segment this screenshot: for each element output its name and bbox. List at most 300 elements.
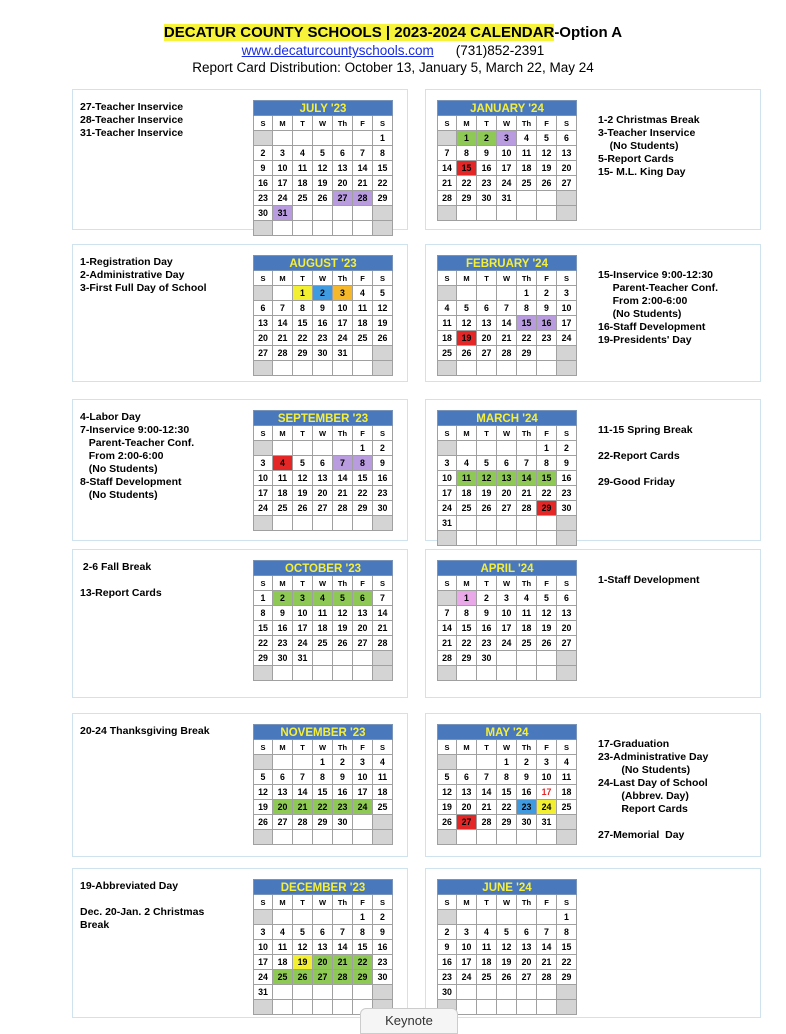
day-cell: 26 — [437, 815, 457, 830]
day-cell: 13 — [333, 161, 353, 176]
day-cell: 8 — [373, 146, 393, 161]
day-cell: 25 — [517, 176, 537, 191]
day-cell: 22 — [353, 955, 373, 970]
day-cell: 16 — [437, 955, 457, 970]
empty-cell — [557, 985, 577, 1000]
empty-cell — [477, 516, 497, 531]
month-notes: 11-15 Spring Break 22-Report Cards 29-Good Friday — [598, 424, 693, 488]
day-cell: 17 — [497, 161, 517, 176]
day-cell: 2 — [537, 286, 557, 301]
day-grid — [253, 740, 393, 845]
day-cell: 18 — [353, 316, 373, 331]
day-cell: 16 — [253, 176, 273, 191]
day-cell: 8 — [497, 770, 517, 785]
day-grid — [253, 116, 393, 236]
day-cell: 31 — [253, 985, 273, 1000]
day-cell: 28 — [537, 970, 557, 985]
day-cell: 4 — [373, 755, 393, 770]
day-cell: 8 — [457, 146, 477, 161]
empty-cell — [293, 1000, 313, 1015]
day-cell: 17 — [457, 955, 477, 970]
empty-cell — [273, 666, 293, 681]
empty-cell — [497, 651, 517, 666]
day-header: Th — [333, 426, 353, 441]
empty-cell — [557, 361, 577, 376]
empty-cell — [333, 221, 353, 236]
day-cell: 19 — [437, 800, 457, 815]
day-cell: 15 — [293, 316, 313, 331]
month-calendar — [437, 100, 577, 221]
title-highlight: DECATUR COUNTY SCHOOLS | 2023-2024 CALENDAR — [163, 24, 555, 41]
empty-cell — [313, 221, 333, 236]
empty-cell — [273, 221, 293, 236]
empty-cell — [537, 361, 557, 376]
day-cell: 27 — [313, 501, 333, 516]
day-cell: 29 — [557, 970, 577, 985]
day-cell: 15 — [517, 316, 537, 331]
empty-cell — [477, 985, 497, 1000]
empty-cell — [517, 531, 537, 546]
empty-cell — [537, 346, 557, 361]
empty-cell — [313, 830, 333, 845]
empty-cell — [293, 985, 313, 1000]
day-cell: 10 — [437, 471, 457, 486]
day-cell: 15 — [353, 471, 373, 486]
day-cell: 5 — [313, 146, 333, 161]
month-notes: 1-Staff Development — [598, 574, 700, 586]
empty-cell — [253, 516, 273, 531]
day-header: F — [537, 576, 557, 591]
day-header: M — [457, 426, 477, 441]
empty-cell — [437, 830, 457, 845]
day-cell: 24 — [537, 800, 557, 815]
empty-cell — [477, 286, 497, 301]
day-cell: 11 — [373, 770, 393, 785]
day-cell: 2 — [373, 910, 393, 925]
month-name: SEPTEMBER '23 — [253, 410, 393, 426]
empty-cell — [253, 830, 273, 845]
day-cell: 22 — [253, 636, 273, 651]
day-cell: 18 — [293, 176, 313, 191]
day-grid — [437, 576, 577, 681]
day-cell: 14 — [517, 471, 537, 486]
day-header: S — [437, 271, 457, 286]
day-cell: 15 — [557, 940, 577, 955]
empty-cell — [273, 131, 293, 146]
empty-cell — [373, 516, 393, 531]
empty-cell — [537, 985, 557, 1000]
empty-cell — [373, 206, 393, 221]
day-header: S — [373, 426, 393, 441]
day-cell: 4 — [557, 755, 577, 770]
day-cell: 10 — [557, 301, 577, 316]
empty-cell — [293, 666, 313, 681]
day-cell: 25 — [273, 501, 293, 516]
day-header: F — [537, 740, 557, 755]
day-cell: 2 — [477, 131, 497, 146]
day-cell: 29 — [353, 501, 373, 516]
empty-cell — [557, 346, 577, 361]
website-link[interactable]: www.decaturcountyschools.com — [241, 43, 434, 58]
day-header: M — [457, 895, 477, 910]
month-notes: 15-Inservice 9:00-12:30 Parent-Teacher Conf. From 2:00-6:00 (No Students) 16-Staff Development 19-Presidents' Day — [598, 269, 718, 346]
day-cell: 19 — [313, 176, 333, 191]
day-cell: 16 — [373, 940, 393, 955]
day-cell: 7 — [477, 770, 497, 785]
month-calendar — [437, 879, 577, 1015]
day-cell: 16 — [477, 621, 497, 636]
day-cell: 4 — [517, 591, 537, 606]
empty-cell — [437, 441, 457, 456]
empty-cell — [537, 531, 557, 546]
day-cell: 22 — [497, 800, 517, 815]
empty-cell — [437, 755, 457, 770]
day-cell: 27 — [457, 815, 477, 830]
day-header: S — [253, 740, 273, 755]
day-cell: 16 — [333, 785, 353, 800]
month-name: DECEMBER '23 — [253, 879, 393, 895]
day-cell: 9 — [477, 146, 497, 161]
day-header: S — [557, 895, 577, 910]
day-header: F — [353, 740, 373, 755]
day-header: Th — [333, 116, 353, 131]
day-header: T — [477, 895, 497, 910]
day-header: M — [273, 740, 293, 755]
day-cell: 17 — [253, 955, 273, 970]
day-cell: 13 — [457, 785, 477, 800]
day-cell: 22 — [557, 955, 577, 970]
day-cell: 25 — [457, 501, 477, 516]
empty-cell — [293, 131, 313, 146]
month-name: JUNE '24 — [437, 879, 577, 895]
day-header: Th — [333, 271, 353, 286]
day-cell: 11 — [293, 161, 313, 176]
day-header: M — [273, 271, 293, 286]
day-header: M — [273, 426, 293, 441]
month-calendar — [253, 724, 393, 845]
day-cell: 9 — [373, 456, 393, 471]
day-grid — [437, 740, 577, 845]
day-cell: 13 — [557, 146, 577, 161]
day-cell: 15 — [313, 785, 333, 800]
day-cell: 11 — [273, 471, 293, 486]
day-cell: 21 — [497, 331, 517, 346]
month-name: JANUARY '24 — [437, 100, 577, 116]
day-cell: 9 — [477, 606, 497, 621]
day-header: F — [353, 116, 373, 131]
empty-cell — [293, 361, 313, 376]
day-cell: 9 — [517, 770, 537, 785]
day-cell: 25 — [353, 331, 373, 346]
day-cell: 29 — [517, 346, 537, 361]
day-cell: 23 — [333, 800, 353, 815]
month-name: MAY '24 — [437, 724, 577, 740]
day-cell: 24 — [333, 331, 353, 346]
empty-cell — [293, 910, 313, 925]
empty-cell — [373, 361, 393, 376]
day-header: M — [457, 740, 477, 755]
empty-cell — [457, 666, 477, 681]
day-cell: 4 — [273, 925, 293, 940]
day-cell: 16 — [557, 471, 577, 486]
day-cell: 1 — [313, 755, 333, 770]
empty-cell — [253, 1000, 273, 1015]
day-cell: 16 — [537, 316, 557, 331]
empty-cell — [437, 910, 457, 925]
day-cell: 30 — [333, 815, 353, 830]
day-header: Th — [517, 576, 537, 591]
day-cell: 29 — [537, 501, 557, 516]
empty-cell — [517, 651, 537, 666]
day-cell: 10 — [497, 146, 517, 161]
empty-cell — [477, 910, 497, 925]
day-cell: 21 — [437, 176, 457, 191]
empty-cell — [253, 910, 273, 925]
day-cell: 2 — [557, 441, 577, 456]
month-name: NOVEMBER '23 — [253, 724, 393, 740]
empty-cell — [353, 221, 373, 236]
day-cell: 6 — [557, 591, 577, 606]
empty-cell — [333, 666, 353, 681]
day-cell: 3 — [497, 591, 517, 606]
day-cell: 7 — [497, 301, 517, 316]
empty-cell — [293, 516, 313, 531]
day-cell: 26 — [293, 970, 313, 985]
day-header: S — [557, 116, 577, 131]
day-cell: 14 — [373, 606, 393, 621]
day-cell: 1 — [497, 755, 517, 770]
day-cell: 10 — [273, 161, 293, 176]
day-cell: 23 — [373, 486, 393, 501]
month-calendar — [253, 100, 393, 236]
day-cell: 22 — [293, 331, 313, 346]
day-cell: 30 — [477, 651, 497, 666]
day-cell: 6 — [313, 456, 333, 471]
title-option: -Option A — [554, 24, 623, 41]
day-cell: 28 — [273, 346, 293, 361]
day-cell: 26 — [293, 501, 313, 516]
day-cell: 21 — [353, 176, 373, 191]
day-header: S — [373, 576, 393, 591]
day-header: Th — [333, 576, 353, 591]
empty-cell — [557, 830, 577, 845]
day-header: Th — [517, 895, 537, 910]
empty-cell — [497, 531, 517, 546]
day-cell: 17 — [557, 316, 577, 331]
day-cell: 5 — [537, 591, 557, 606]
empty-cell — [497, 206, 517, 221]
day-cell: 24 — [457, 970, 477, 985]
month-calendar — [437, 724, 577, 845]
day-cell: 26 — [373, 331, 393, 346]
empty-cell — [457, 910, 477, 925]
empty-cell — [373, 651, 393, 666]
day-cell: 6 — [497, 456, 517, 471]
day-cell: 8 — [517, 301, 537, 316]
day-cell: 15 — [537, 471, 557, 486]
empty-cell — [537, 206, 557, 221]
day-cell: 1 — [537, 441, 557, 456]
empty-cell — [373, 815, 393, 830]
day-cell: 25 — [557, 800, 577, 815]
day-cell: 31 — [437, 516, 457, 531]
day-cell: 24 — [437, 501, 457, 516]
day-cell: 9 — [373, 925, 393, 940]
day-cell: 11 — [517, 606, 537, 621]
empty-cell — [253, 441, 273, 456]
day-cell: 20 — [313, 486, 333, 501]
day-cell: 29 — [373, 191, 393, 206]
day-cell: 20 — [313, 955, 333, 970]
month-calendar — [253, 255, 393, 376]
day-cell: 5 — [437, 770, 457, 785]
day-cell: 21 — [333, 486, 353, 501]
empty-cell — [537, 830, 557, 845]
month-box — [72, 244, 408, 382]
day-cell: 11 — [477, 940, 497, 955]
day-header: T — [293, 426, 313, 441]
day-cell: 27 — [253, 346, 273, 361]
day-cell: 21 — [373, 621, 393, 636]
month-box — [425, 399, 761, 541]
empty-cell — [373, 985, 393, 1000]
empty-cell — [497, 1000, 517, 1015]
empty-cell — [537, 191, 557, 206]
empty-cell — [293, 755, 313, 770]
day-header: W — [497, 740, 517, 755]
empty-cell — [517, 910, 537, 925]
empty-cell — [457, 755, 477, 770]
day-cell: 27 — [517, 970, 537, 985]
day-cell: 21 — [437, 636, 457, 651]
empty-cell — [497, 286, 517, 301]
day-cell: 18 — [273, 955, 293, 970]
day-cell: 12 — [537, 606, 557, 621]
empty-cell — [517, 830, 537, 845]
day-cell: 30 — [477, 191, 497, 206]
day-cell: 5 — [333, 591, 353, 606]
day-cell: 27 — [313, 970, 333, 985]
empty-cell — [477, 361, 497, 376]
day-cell: 4 — [457, 456, 477, 471]
day-header: S — [437, 116, 457, 131]
empty-cell — [313, 651, 333, 666]
day-header: W — [313, 740, 333, 755]
day-cell: 3 — [457, 925, 477, 940]
day-cell: 23 — [373, 955, 393, 970]
empty-cell — [497, 441, 517, 456]
day-cell: 1 — [353, 441, 373, 456]
day-cell: 12 — [457, 316, 477, 331]
keynote-button[interactable]: Keynote — [360, 1008, 458, 1034]
day-grid — [437, 895, 577, 1015]
day-header: T — [477, 426, 497, 441]
day-cell: 16 — [273, 621, 293, 636]
day-cell: 27 — [557, 176, 577, 191]
day-header: T — [477, 740, 497, 755]
day-cell: 28 — [497, 346, 517, 361]
day-header: S — [437, 740, 457, 755]
day-header: T — [293, 116, 313, 131]
day-cell: 12 — [293, 471, 313, 486]
day-grid — [253, 426, 393, 531]
day-header: S — [557, 271, 577, 286]
empty-cell — [457, 361, 477, 376]
empty-cell — [273, 361, 293, 376]
day-cell: 31 — [537, 815, 557, 830]
day-cell: 27 — [497, 501, 517, 516]
day-cell: 9 — [273, 606, 293, 621]
day-header: S — [373, 895, 393, 910]
month-box — [425, 89, 761, 230]
day-cell: 2 — [517, 755, 537, 770]
day-header: S — [253, 271, 273, 286]
day-cell: 30 — [313, 346, 333, 361]
day-cell: 11 — [557, 770, 577, 785]
day-cell: 12 — [497, 940, 517, 955]
empty-cell — [557, 1000, 577, 1015]
day-cell: 11 — [313, 606, 333, 621]
day-cell: 24 — [253, 501, 273, 516]
day-cell: 31 — [293, 651, 313, 666]
empty-cell — [537, 666, 557, 681]
day-cell: 15 — [253, 621, 273, 636]
day-cell: 18 — [457, 486, 477, 501]
day-cell: 8 — [537, 456, 557, 471]
day-cell: 25 — [373, 800, 393, 815]
day-cell: 10 — [497, 606, 517, 621]
day-cell: 22 — [353, 486, 373, 501]
empty-cell — [517, 441, 537, 456]
month-box — [72, 399, 408, 541]
empty-cell — [557, 531, 577, 546]
month-name: AUGUST '23 — [253, 255, 393, 271]
day-cell: 24 — [253, 970, 273, 985]
empty-cell — [437, 531, 457, 546]
day-cell: 30 — [437, 985, 457, 1000]
empty-cell — [497, 666, 517, 681]
day-cell: 31 — [497, 191, 517, 206]
day-cell: 13 — [517, 940, 537, 955]
day-cell: 20 — [273, 800, 293, 815]
day-cell: 8 — [253, 606, 273, 621]
day-cell: 6 — [517, 925, 537, 940]
day-cell: 25 — [313, 636, 333, 651]
empty-cell — [293, 221, 313, 236]
day-header: F — [537, 895, 557, 910]
empty-cell — [253, 666, 273, 681]
day-cell: 5 — [457, 301, 477, 316]
month-box — [425, 868, 761, 1018]
day-cell: 22 — [373, 176, 393, 191]
month-notes: 27-Teacher Inservice 28-Teacher Inservice 31-Teacher Inservice — [80, 101, 184, 139]
day-cell: 6 — [457, 770, 477, 785]
day-cell: 20 — [557, 621, 577, 636]
day-cell: 3 — [333, 286, 353, 301]
day-header: W — [313, 116, 333, 131]
month-box — [72, 868, 408, 1018]
day-cell: 6 — [557, 131, 577, 146]
day-cell: 19 — [253, 800, 273, 815]
empty-cell — [497, 910, 517, 925]
empty-cell — [353, 361, 373, 376]
day-cell: 15 — [457, 161, 477, 176]
day-cell: 17 — [273, 176, 293, 191]
day-cell: 1 — [353, 910, 373, 925]
day-cell: 29 — [313, 815, 333, 830]
day-cell: 16 — [313, 316, 333, 331]
day-cell: 7 — [333, 925, 353, 940]
